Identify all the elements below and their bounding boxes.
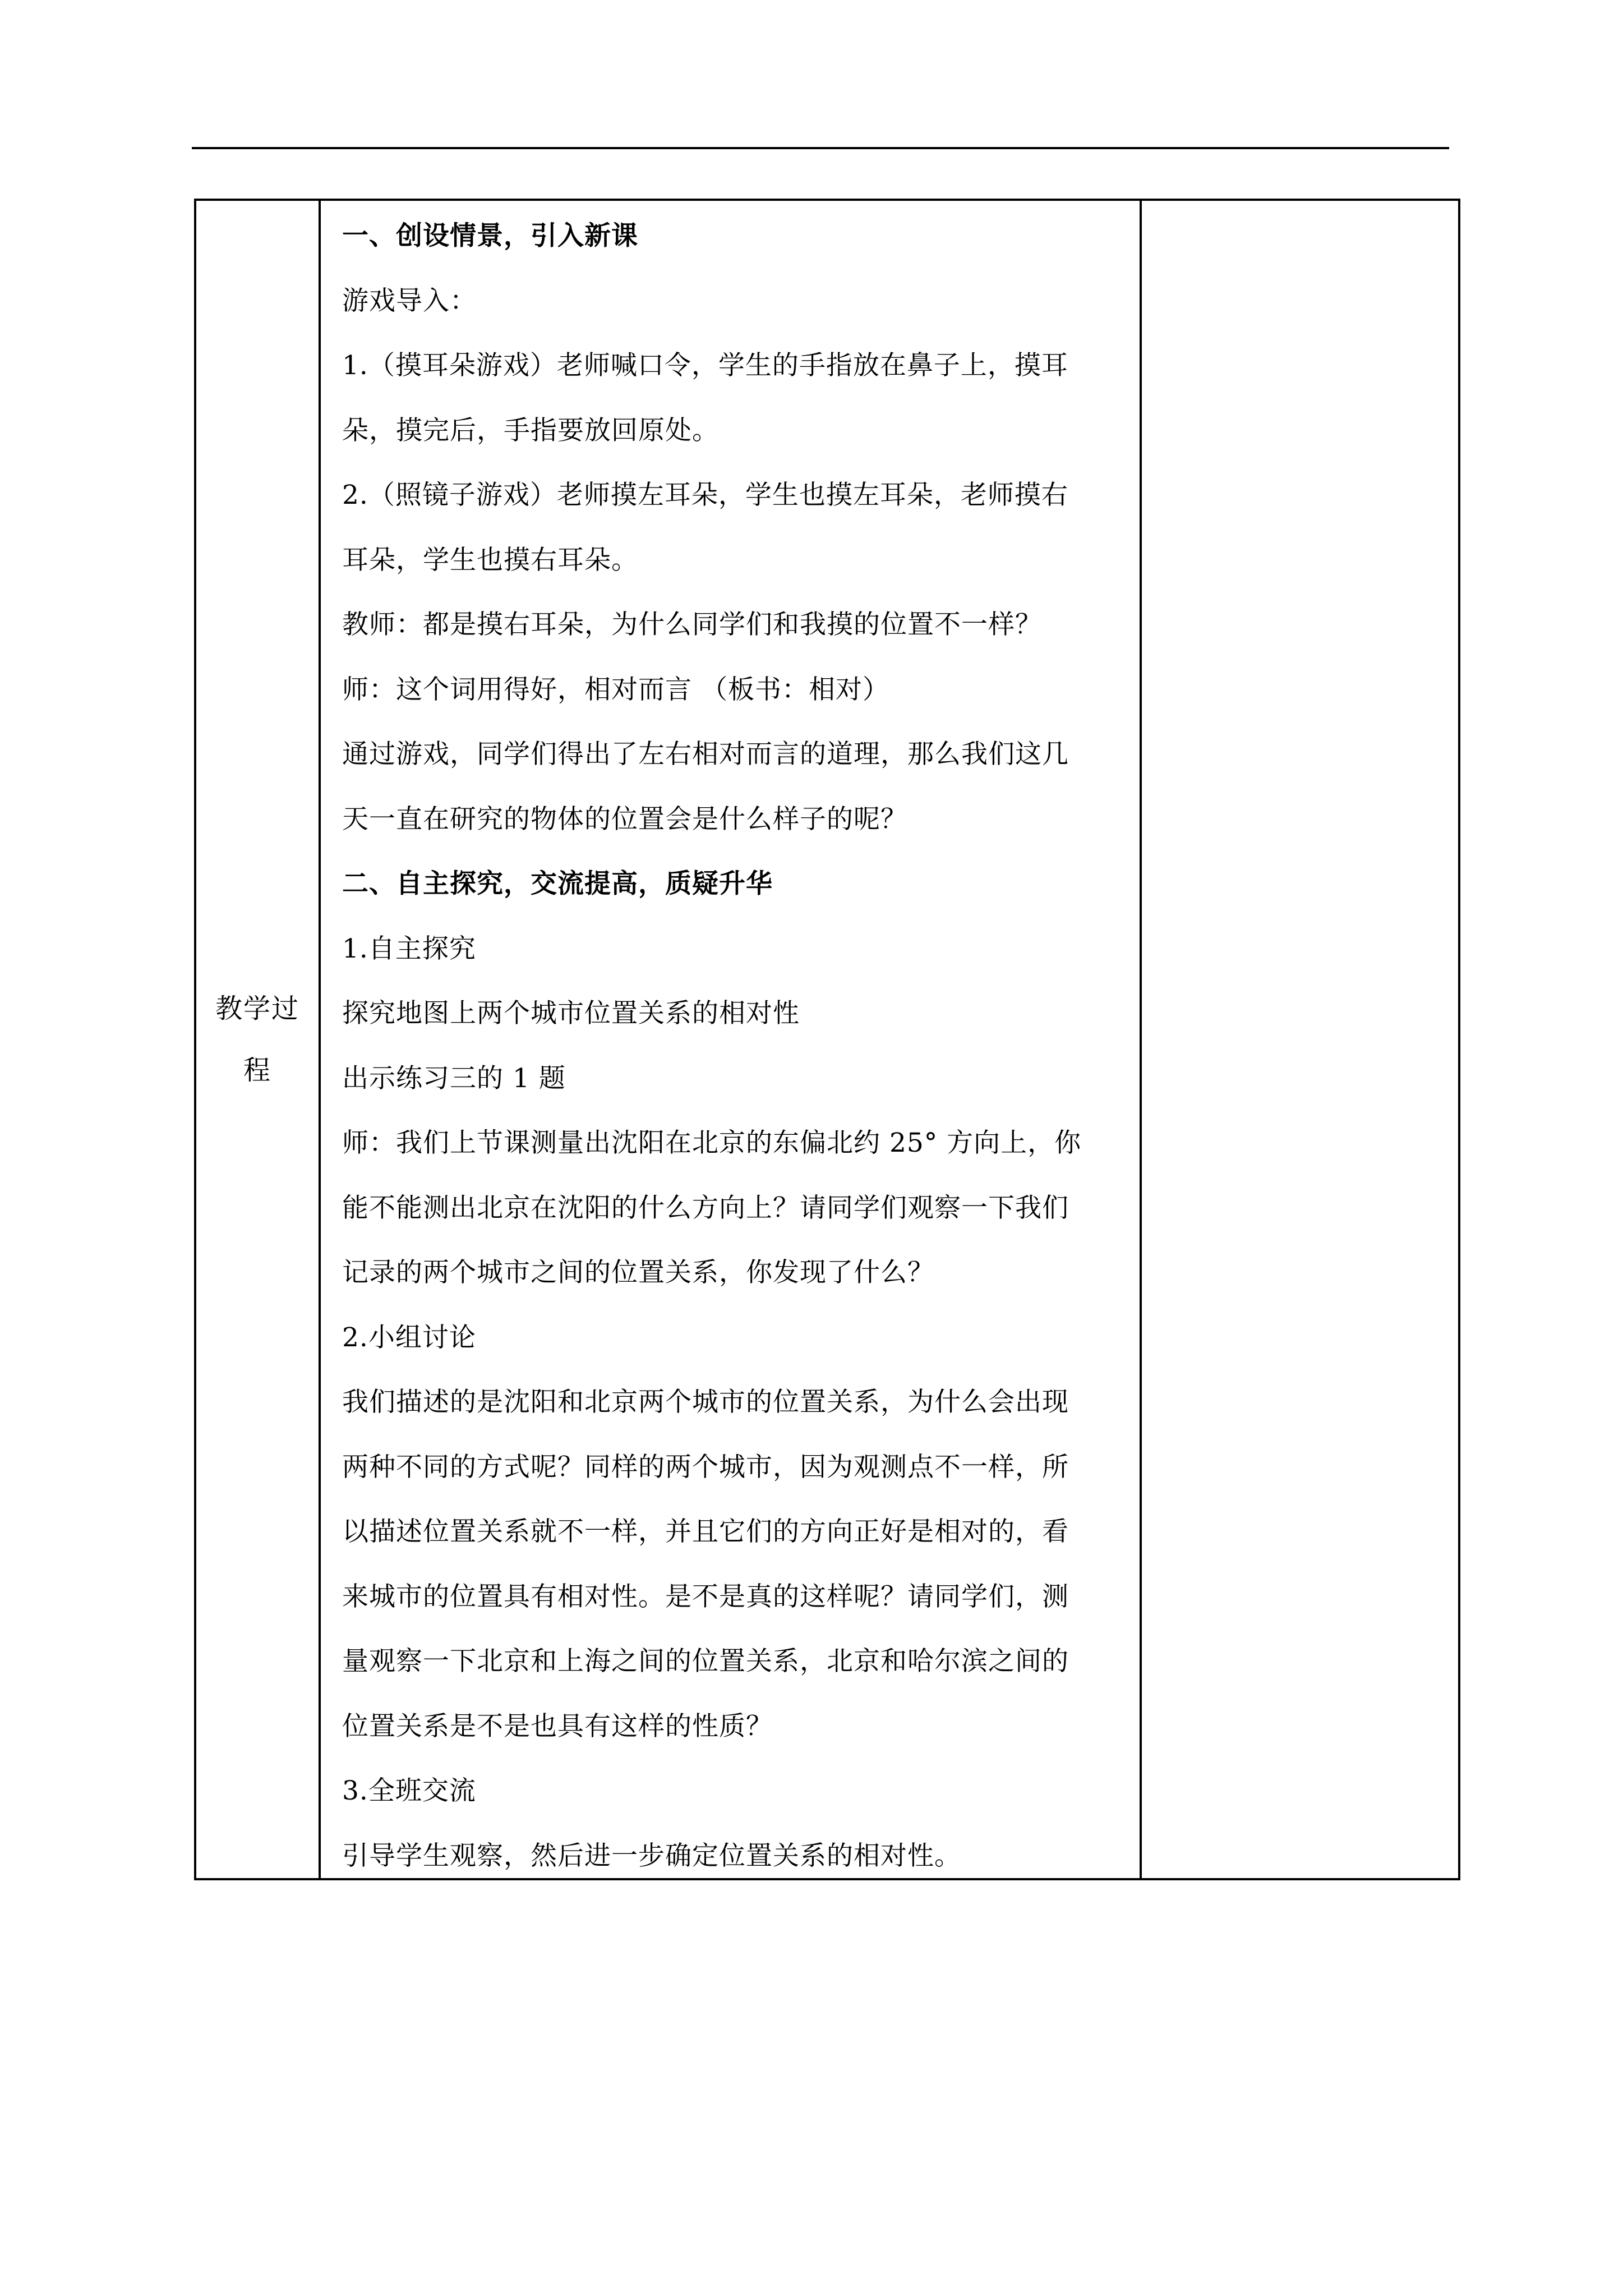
lesson-plan-table bbox=[194, 199, 1460, 1880]
text-line: 游戏导入： bbox=[342, 286, 477, 316]
text-line: 通过游戏，同学们得出了左右相对而言的道理，那么我们这几 bbox=[342, 739, 1069, 770]
text-line: 1.（摸耳朵游戏）老师喊口令，学生的手指放在鼻子上，摸耳 bbox=[342, 350, 1068, 381]
text-line: 记录的两个城市之间的位置关系，你发现了什么？ bbox=[342, 1257, 934, 1288]
remarks-cell bbox=[1142, 201, 1458, 1878]
section-heading: 一、创设情景，引入新课 bbox=[342, 220, 638, 251]
text-line: 师：我们上节课测量出沈阳在北京的东偏北约 25° 方向上，你 bbox=[342, 1128, 1082, 1158]
text-line: 1.自主探究 bbox=[342, 933, 476, 964]
section-label-cell bbox=[196, 201, 319, 1878]
text-line: 位置关系是不是也具有这样的性质？ bbox=[342, 1711, 773, 1742]
header-rule bbox=[192, 147, 1449, 149]
text-line: 出示练习三的 1 题 bbox=[342, 1063, 566, 1094]
content-cell bbox=[321, 201, 1140, 1878]
text-line: 两种不同的方式呢？同样的两个城市，因为观测点不一样，所 bbox=[342, 1452, 1069, 1483]
text-line: 朵，摸完后，手指要放回原处。 bbox=[342, 415, 719, 446]
text-line: 引导学生观察，然后进一步确定位置关系的相对性。 bbox=[342, 1841, 961, 1871]
text-line: 探究地图上两个城市位置关系的相对性 bbox=[342, 998, 800, 1029]
text-line: 天一直在研究的物体的位置会是什么样子的呢？ bbox=[342, 804, 907, 835]
section-heading: 二、自主探究，交流提高，质疑升华 bbox=[342, 868, 773, 899]
text-line: 来城市的位置具有相对性。是不是真的这样呢？请同学们，测 bbox=[342, 1581, 1069, 1612]
text-line: 2.（照镜子游戏）老师摸左耳朵，学生也摸左耳朵，老师摸右 bbox=[342, 480, 1068, 510]
text-line: 我们描述的是沈阳和北京两个城市的位置关系，为什么会出现 bbox=[342, 1387, 1069, 1418]
section-label: 教学过程 bbox=[215, 993, 299, 1086]
text-line: 量观察一下北京和上海之间的位置关系，北京和哈尔滨之间的 bbox=[342, 1646, 1069, 1677]
text-line: 耳朵，学生也摸右耳朵。 bbox=[342, 545, 638, 576]
text-line: 教师：都是摸右耳朵，为什么同学们和我摸的位置不一样？ bbox=[342, 609, 1042, 640]
text-line: 师：这个词用得好，相对而言 （板书：相对） bbox=[342, 674, 889, 705]
text-line: 3.全班交流 bbox=[342, 1775, 476, 1806]
text-line: 能不能测出北京在沈阳的什么方向上？请同学们观察一下我们 bbox=[342, 1193, 1069, 1223]
text-line: 2.小组讨论 bbox=[342, 1322, 476, 1353]
text-line: 以描述位置关系就不一样，并且它们的方向正好是相对的，看 bbox=[342, 1516, 1069, 1547]
